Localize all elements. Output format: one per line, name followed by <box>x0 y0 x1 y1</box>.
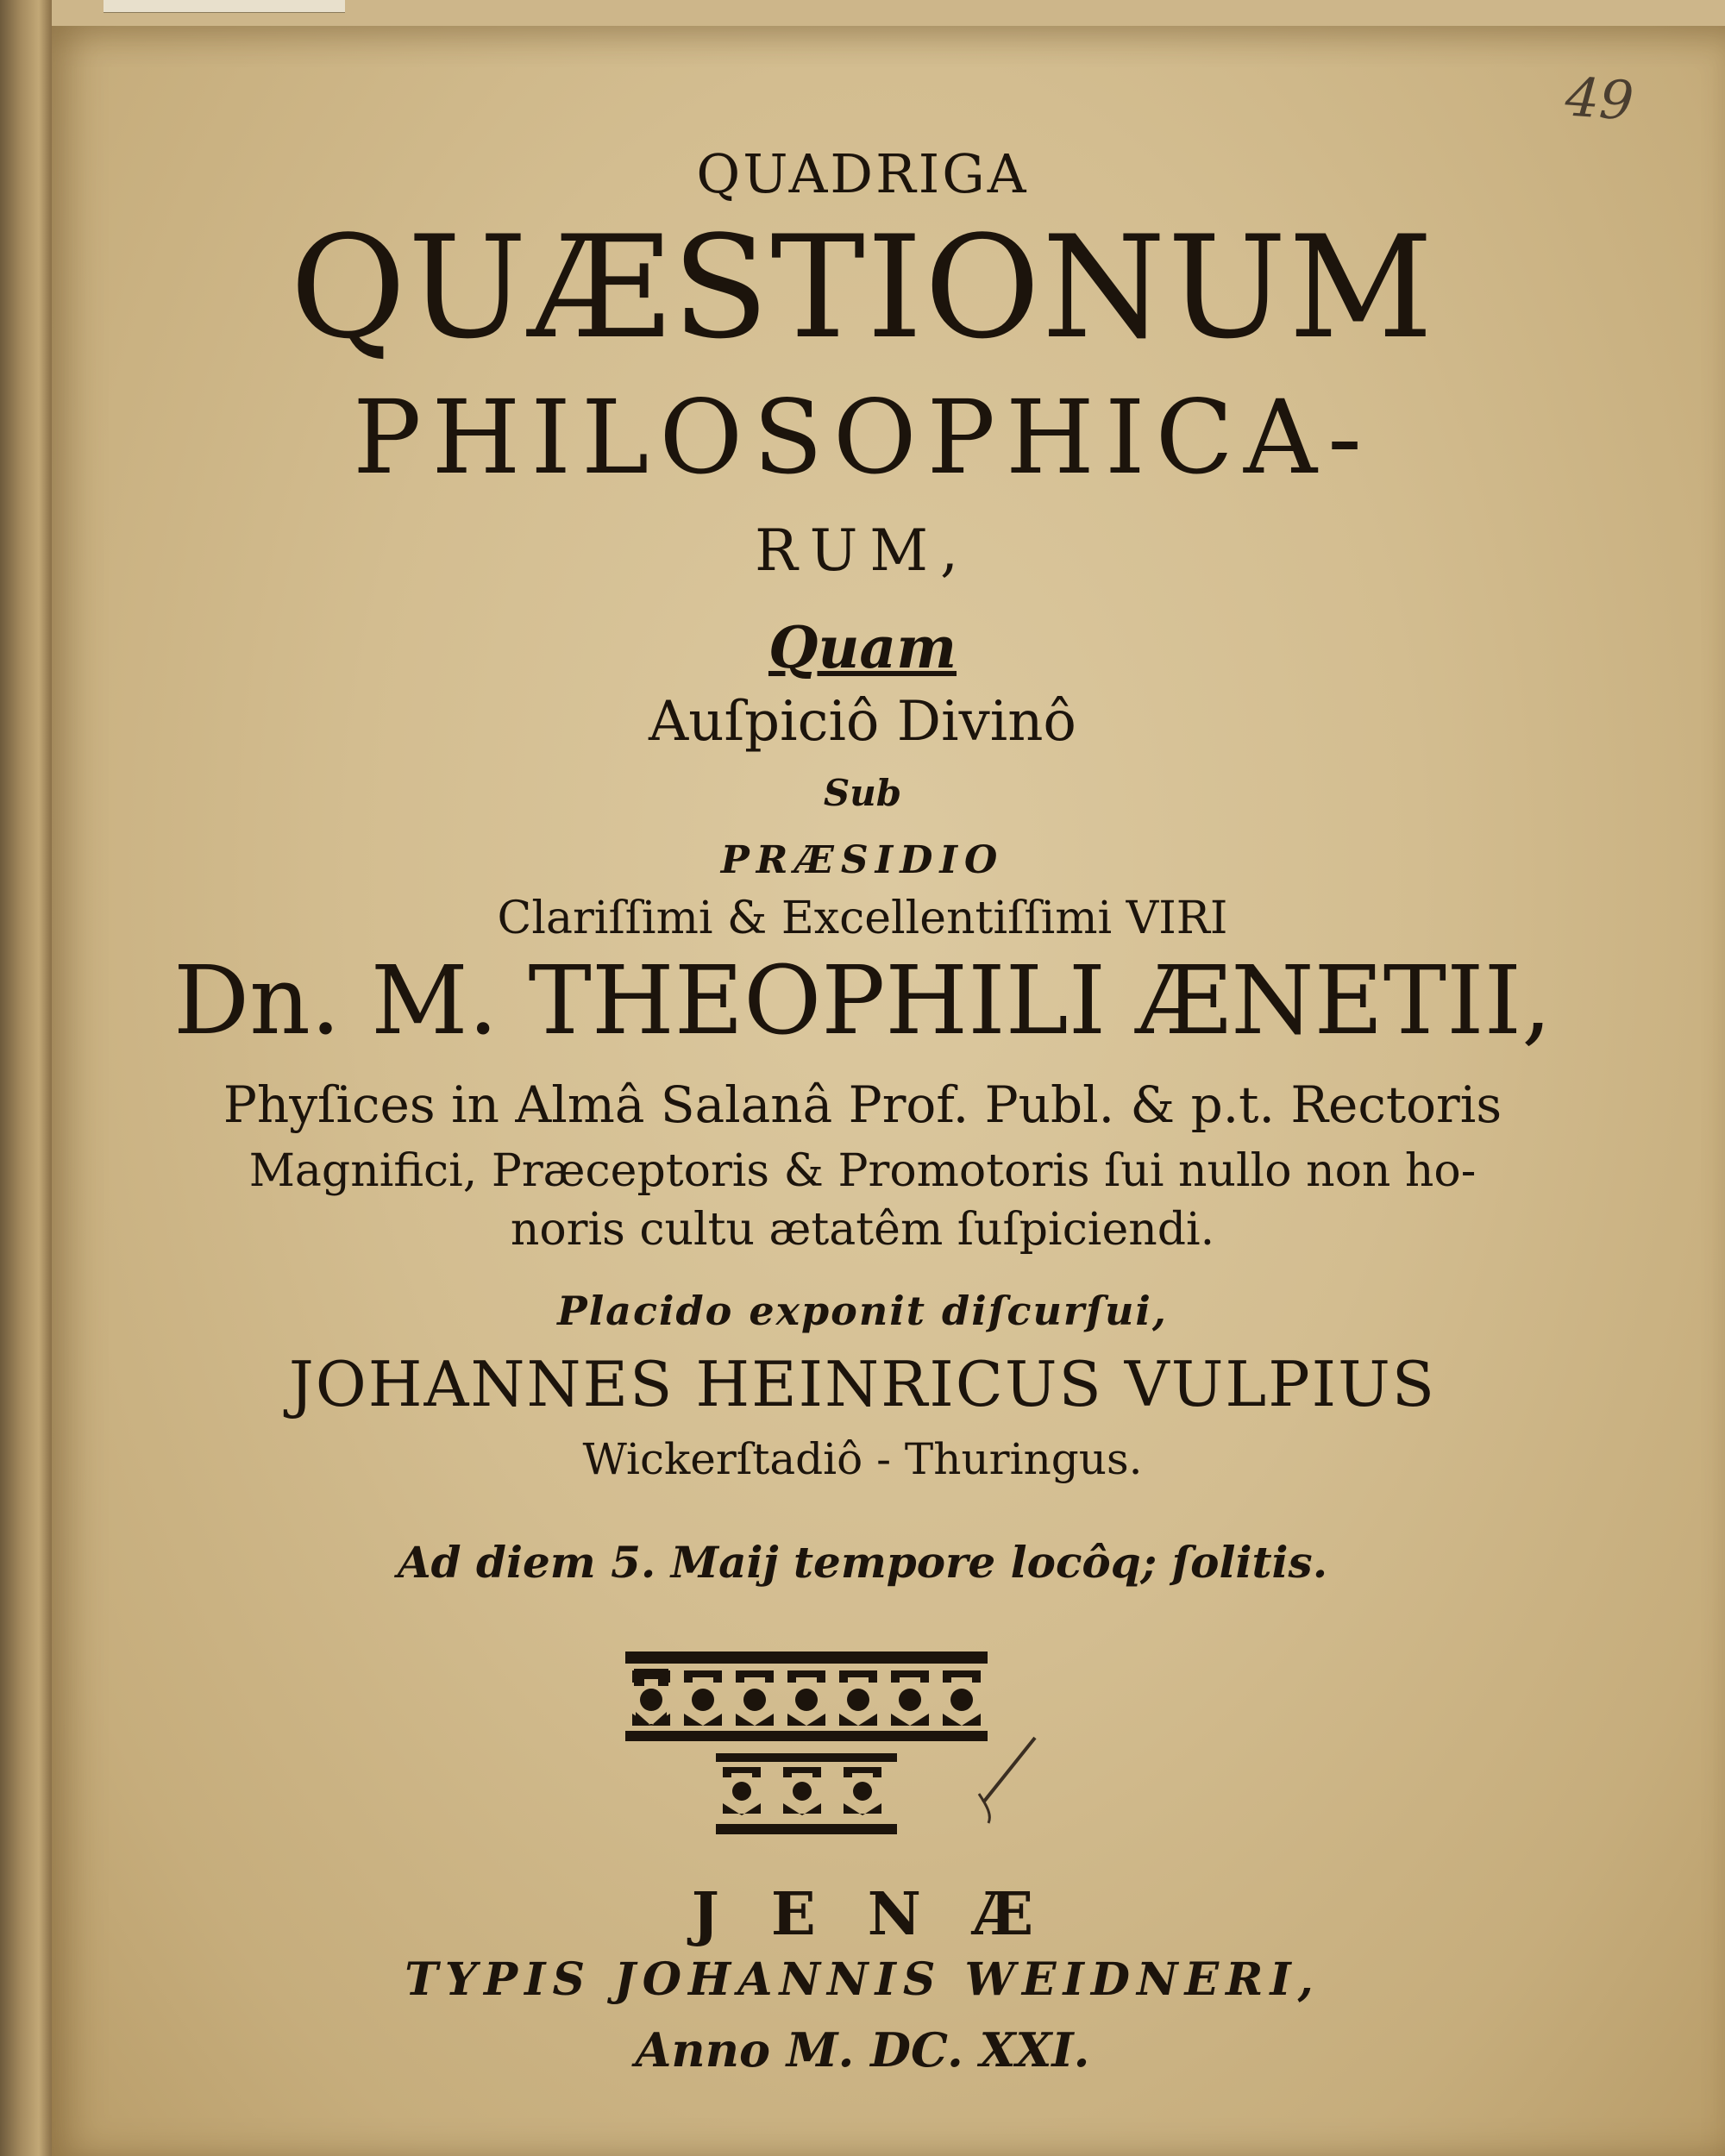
intro-sub: Sub <box>823 772 902 814</box>
imprint-year: Anno M. DC. XXI. <box>635 2022 1090 2078</box>
imprint-place: JENÆ <box>691 1880 1086 1949</box>
library-slip <box>104 0 345 13</box>
title-quaestionum: QUÆSTIONUM <box>290 205 1435 370</box>
title-rum: RUM, <box>755 517 970 584</box>
imprint-printer: TYPIS JOHANNIS WEIDNERI, <box>405 1953 1320 2006</box>
praeses-title-line3: noris cultu ætatêm ſuſpiciendi. <box>510 1204 1215 1256</box>
praeses-title-line1: Phyſices in Almâ Salanâ Prof. Publ. & p.t. Rectoris <box>223 1075 1502 1134</box>
respondent-origin: Wickerſtadiô - Thuringus. <box>582 1434 1143 1484</box>
intro-quam: Quam <box>768 614 957 681</box>
praeses-name: Dn. M. THEOPHILI ÆNETII, <box>172 945 1552 1056</box>
folio-number: 49 <box>1563 65 1636 133</box>
intro-praesidio: PRÆSIDIO <box>720 838 1005 882</box>
respondent-name: JOHANNES HEINRICUS VULPIUS <box>288 1348 1437 1420</box>
title-quadriga: QUADRIGA <box>696 142 1029 205</box>
floral-printers-ornament-icon <box>625 1651 988 1837</box>
praeses-title-line2: Magnifici, Præceptoris & Promotoris ſui nullo non ho- <box>248 1145 1477 1197</box>
respondent-intro: Placido exponit diſcurſui, <box>557 1288 1168 1334</box>
title-philosophica: PHILOSOPHICA- <box>353 378 1372 497</box>
pen-stroke-mark <box>966 1733 1044 1828</box>
date-line: Ad diem 5. Maij tempore locôq; ſolitis. <box>397 1537 1328 1588</box>
intro-clarissimi: Clariſſimi & Excellentiſſimi VIRI <box>497 893 1228 944</box>
intro-auspicio: Auſpiciô Divinô <box>649 690 1076 754</box>
